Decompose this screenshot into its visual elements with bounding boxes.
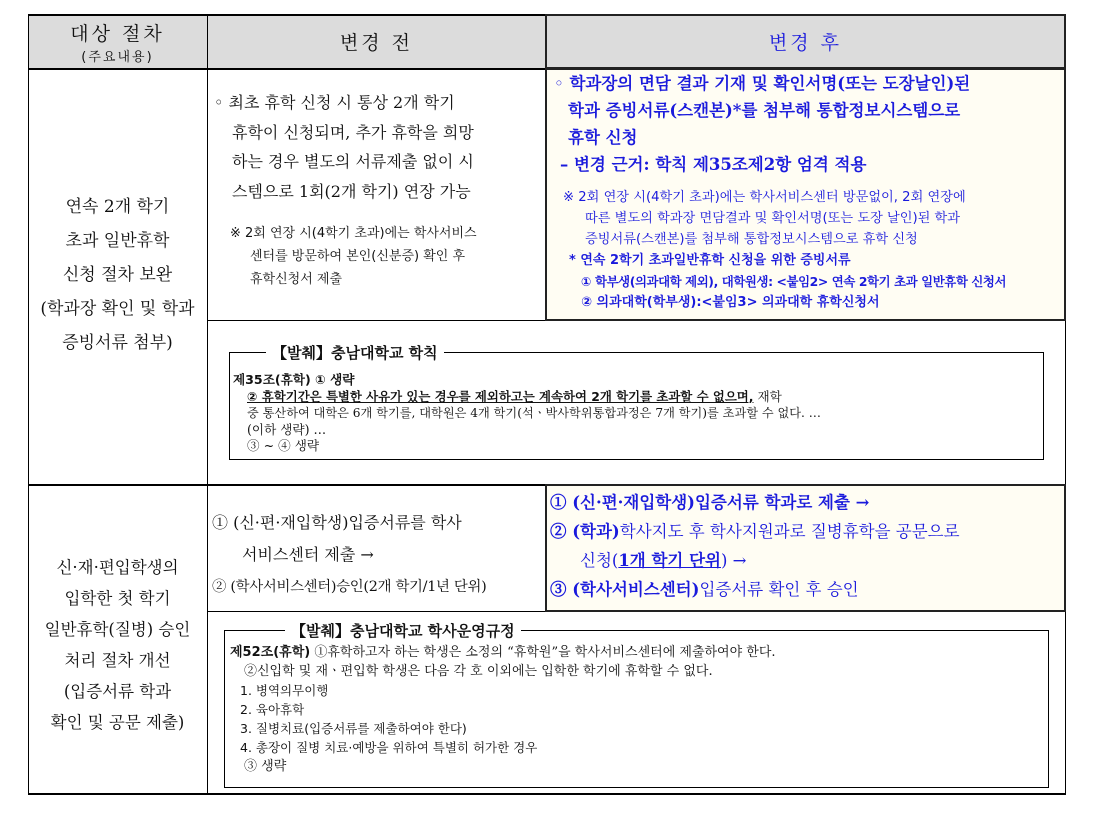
row2-target-line: 입학한 첫 학기 bbox=[64, 589, 171, 608]
row2-quote-l2: ②신입학 및 재ㆍ편입학 학생은 다음 각 호 이외에는 입학한 학기에 휴학할 수 없다. bbox=[244, 664, 713, 679]
row2-target-line: 확인 및 공문 제출) bbox=[50, 713, 185, 732]
row2-after-step2-label: ② (학과) bbox=[550, 522, 620, 541]
row2-target bbox=[28, 545, 207, 745]
col1-divider bbox=[207, 14, 208, 795]
row1-target-line: 연속 2개 학기 bbox=[65, 197, 170, 217]
row1-before-line: 휴학이 신청되며, 추가 휴학을 희망 bbox=[232, 122, 474, 142]
row2-quote-article: 제52조(휴학) bbox=[230, 645, 311, 660]
row1-after-star-item: ② 의과대학(학부생):<붙임3> 의과대학 휴학신청서 bbox=[581, 295, 880, 310]
row1-quote-title: 【발췌】충남대학교 학칙 bbox=[266, 342, 444, 363]
row1-quote-l2-rest: 재학 bbox=[753, 388, 782, 404]
row1-after-note-line: 증빙서류(스캔본)를 첨부해 통합정보시스템으로 휴학 신청 bbox=[585, 232, 918, 247]
row2-after-step1: ① (신·편·재입학생)입증서류 학과로 제출 → bbox=[550, 493, 870, 512]
row2-after-step2-text: 학사지도 후 학사지원과로 질병휴학을 공문으로 bbox=[619, 522, 960, 541]
row2-target-line: 신·재·편입학생의 bbox=[56, 558, 179, 577]
row2-after-step2-cont: 신청( bbox=[580, 551, 619, 570]
row2-before-line: ① (신·편·재입학생)입증서류를 학사 bbox=[212, 513, 462, 532]
row2-target-line: (입증서류 학과 bbox=[63, 682, 172, 701]
row1-quote-l5: ③ ~ ④ 생략 bbox=[247, 438, 320, 453]
row1-before-note-line: ※ 2회 연장 시(4학기 초과)에는 학사서비스 bbox=[230, 226, 477, 241]
row1-after-line: 학과 증빙서류(스캔본)*를 첨부해 통합정보시스템으로 bbox=[568, 101, 961, 120]
row1-target-line: (학과장 확인 및 학과 bbox=[40, 299, 195, 319]
row1-after-line: 휴학 신청 bbox=[568, 128, 638, 147]
row2-before-line: 서비스센터 제출 → bbox=[242, 545, 374, 564]
row2-before bbox=[212, 507, 546, 603]
row1-before bbox=[214, 88, 544, 206]
row1-quote-l2-underline: ② 휴학기간은 특별한 사유가 있는 경우를 제외하고는 계속하여 2개 학기를 초과할 수 없으며, bbox=[247, 388, 754, 404]
row1-before-note-line: 휴학신청서 제출 bbox=[250, 272, 343, 287]
row1-after-note bbox=[563, 187, 1063, 313]
row2-target-line: 일반휴학(질병) 승인 bbox=[44, 620, 191, 639]
row1-quote-text bbox=[233, 372, 1043, 455]
row1-target-line: 신청 절차 보완 bbox=[62, 265, 173, 285]
header-col2: 변경 전 bbox=[339, 32, 414, 54]
row1-after-note-line: 따른 별도의 학과장 면담결과 및 확인서명(또는 도장 날인)된 학과 bbox=[585, 211, 961, 226]
row1-quote-l1: 제35조(휴학) ① 생략 bbox=[233, 372, 355, 387]
row1-target bbox=[28, 190, 207, 360]
row1-after-note-line: ※ 2회 연장 시(4학기 초과)에는 학사서비스센터 방문없이, 2회 연장에 bbox=[563, 190, 966, 205]
row1-after-star: * 연속 2학기 초과일반휴학 신청을 위한 증빙서류 bbox=[569, 253, 851, 268]
row2-target-line: 처리 절차 개선 bbox=[64, 651, 171, 670]
row2-quote-title: 【발췌】충남대학교 학사운영규정 bbox=[285, 620, 521, 641]
row1-quote-l3: 중 통산하여 대학은 6개 학기를, 대학원은 4개 학기(석ㆍ박사학위통합과정은 7개 학기)를 초과할 수 없다. … bbox=[247, 406, 821, 420]
row1-target-line: 초과 일반휴학 bbox=[65, 231, 170, 251]
header-col1-sub: (주요내용) bbox=[81, 49, 154, 65]
row2-quote-item: ③ 생략 bbox=[244, 759, 287, 774]
row1-before-line: ◦ 최초 휴학 신청 시 통상 2개 학기 bbox=[214, 93, 455, 112]
row1-before-note bbox=[230, 222, 546, 291]
row1-after-line: ◦ 학과장의 면담 결과 기재 및 확인서명(또는 도장날인)된 bbox=[554, 74, 971, 93]
row2-quote-item: 2. 육아휴학 bbox=[240, 702, 305, 717]
row1-target-line: 증빙서류 첨부) bbox=[62, 333, 173, 353]
header-col1-title: 대상 절차 bbox=[70, 22, 165, 45]
row2-before-line: ② (학사서비스센터)승인(2개 학기/1년 단위) bbox=[212, 579, 487, 595]
row2-quote-text bbox=[230, 643, 1048, 776]
row2-quote-item: 4. 총장이 질병 치료·예방을 위하여 특별히 허가한 경우 bbox=[240, 740, 538, 755]
row2-after bbox=[550, 488, 1062, 604]
bottom-border bbox=[28, 793, 1066, 795]
header-col3: 변경 후 bbox=[545, 14, 1066, 69]
row1-after-star-item: ① 학부생(의과대학 제외), 대학원생: <붙임2> 연속 2학기 초과 일반휴학 신청서 bbox=[581, 274, 1007, 289]
row1-before-note-line: 센터를 방문하여 본인(신분증) 확인 후 bbox=[250, 249, 466, 264]
row2-quote-l1: ①휴학하고자 하는 학생은 소정의 “휴학원”을 학사서비스센터에 제출하여야 한다. bbox=[310, 645, 776, 660]
row1-before-line: 스템으로 1회(2개 학기) 연장 가능 bbox=[232, 181, 471, 201]
row2-quote-item: 3. 질병치료(입증서류를 제출하여야 한다) bbox=[240, 721, 467, 736]
row1-after-basis: – 변경 근거: 학칙 제35조제2항 엄격 적용 bbox=[560, 155, 867, 174]
row2-after-step3-label: ③ (학사서비스센터) bbox=[550, 580, 700, 599]
row2-quote-item: 1. 병역의무이행 bbox=[240, 683, 329, 698]
row2-after-step2-unit: 1개 학기 단위 bbox=[618, 551, 721, 570]
row1-after-main bbox=[554, 70, 1062, 178]
row1-quote-l4: (이하 생략) … bbox=[247, 421, 327, 437]
row2-after-step3-text: 입증서류 확인 후 승인 bbox=[699, 580, 859, 599]
row2-after-step2-arrow: ) → bbox=[721, 551, 747, 570]
header-col1 bbox=[28, 14, 207, 69]
row1-before-line: 하는 경우 별도의 서류제출 없이 시 bbox=[232, 152, 474, 171]
